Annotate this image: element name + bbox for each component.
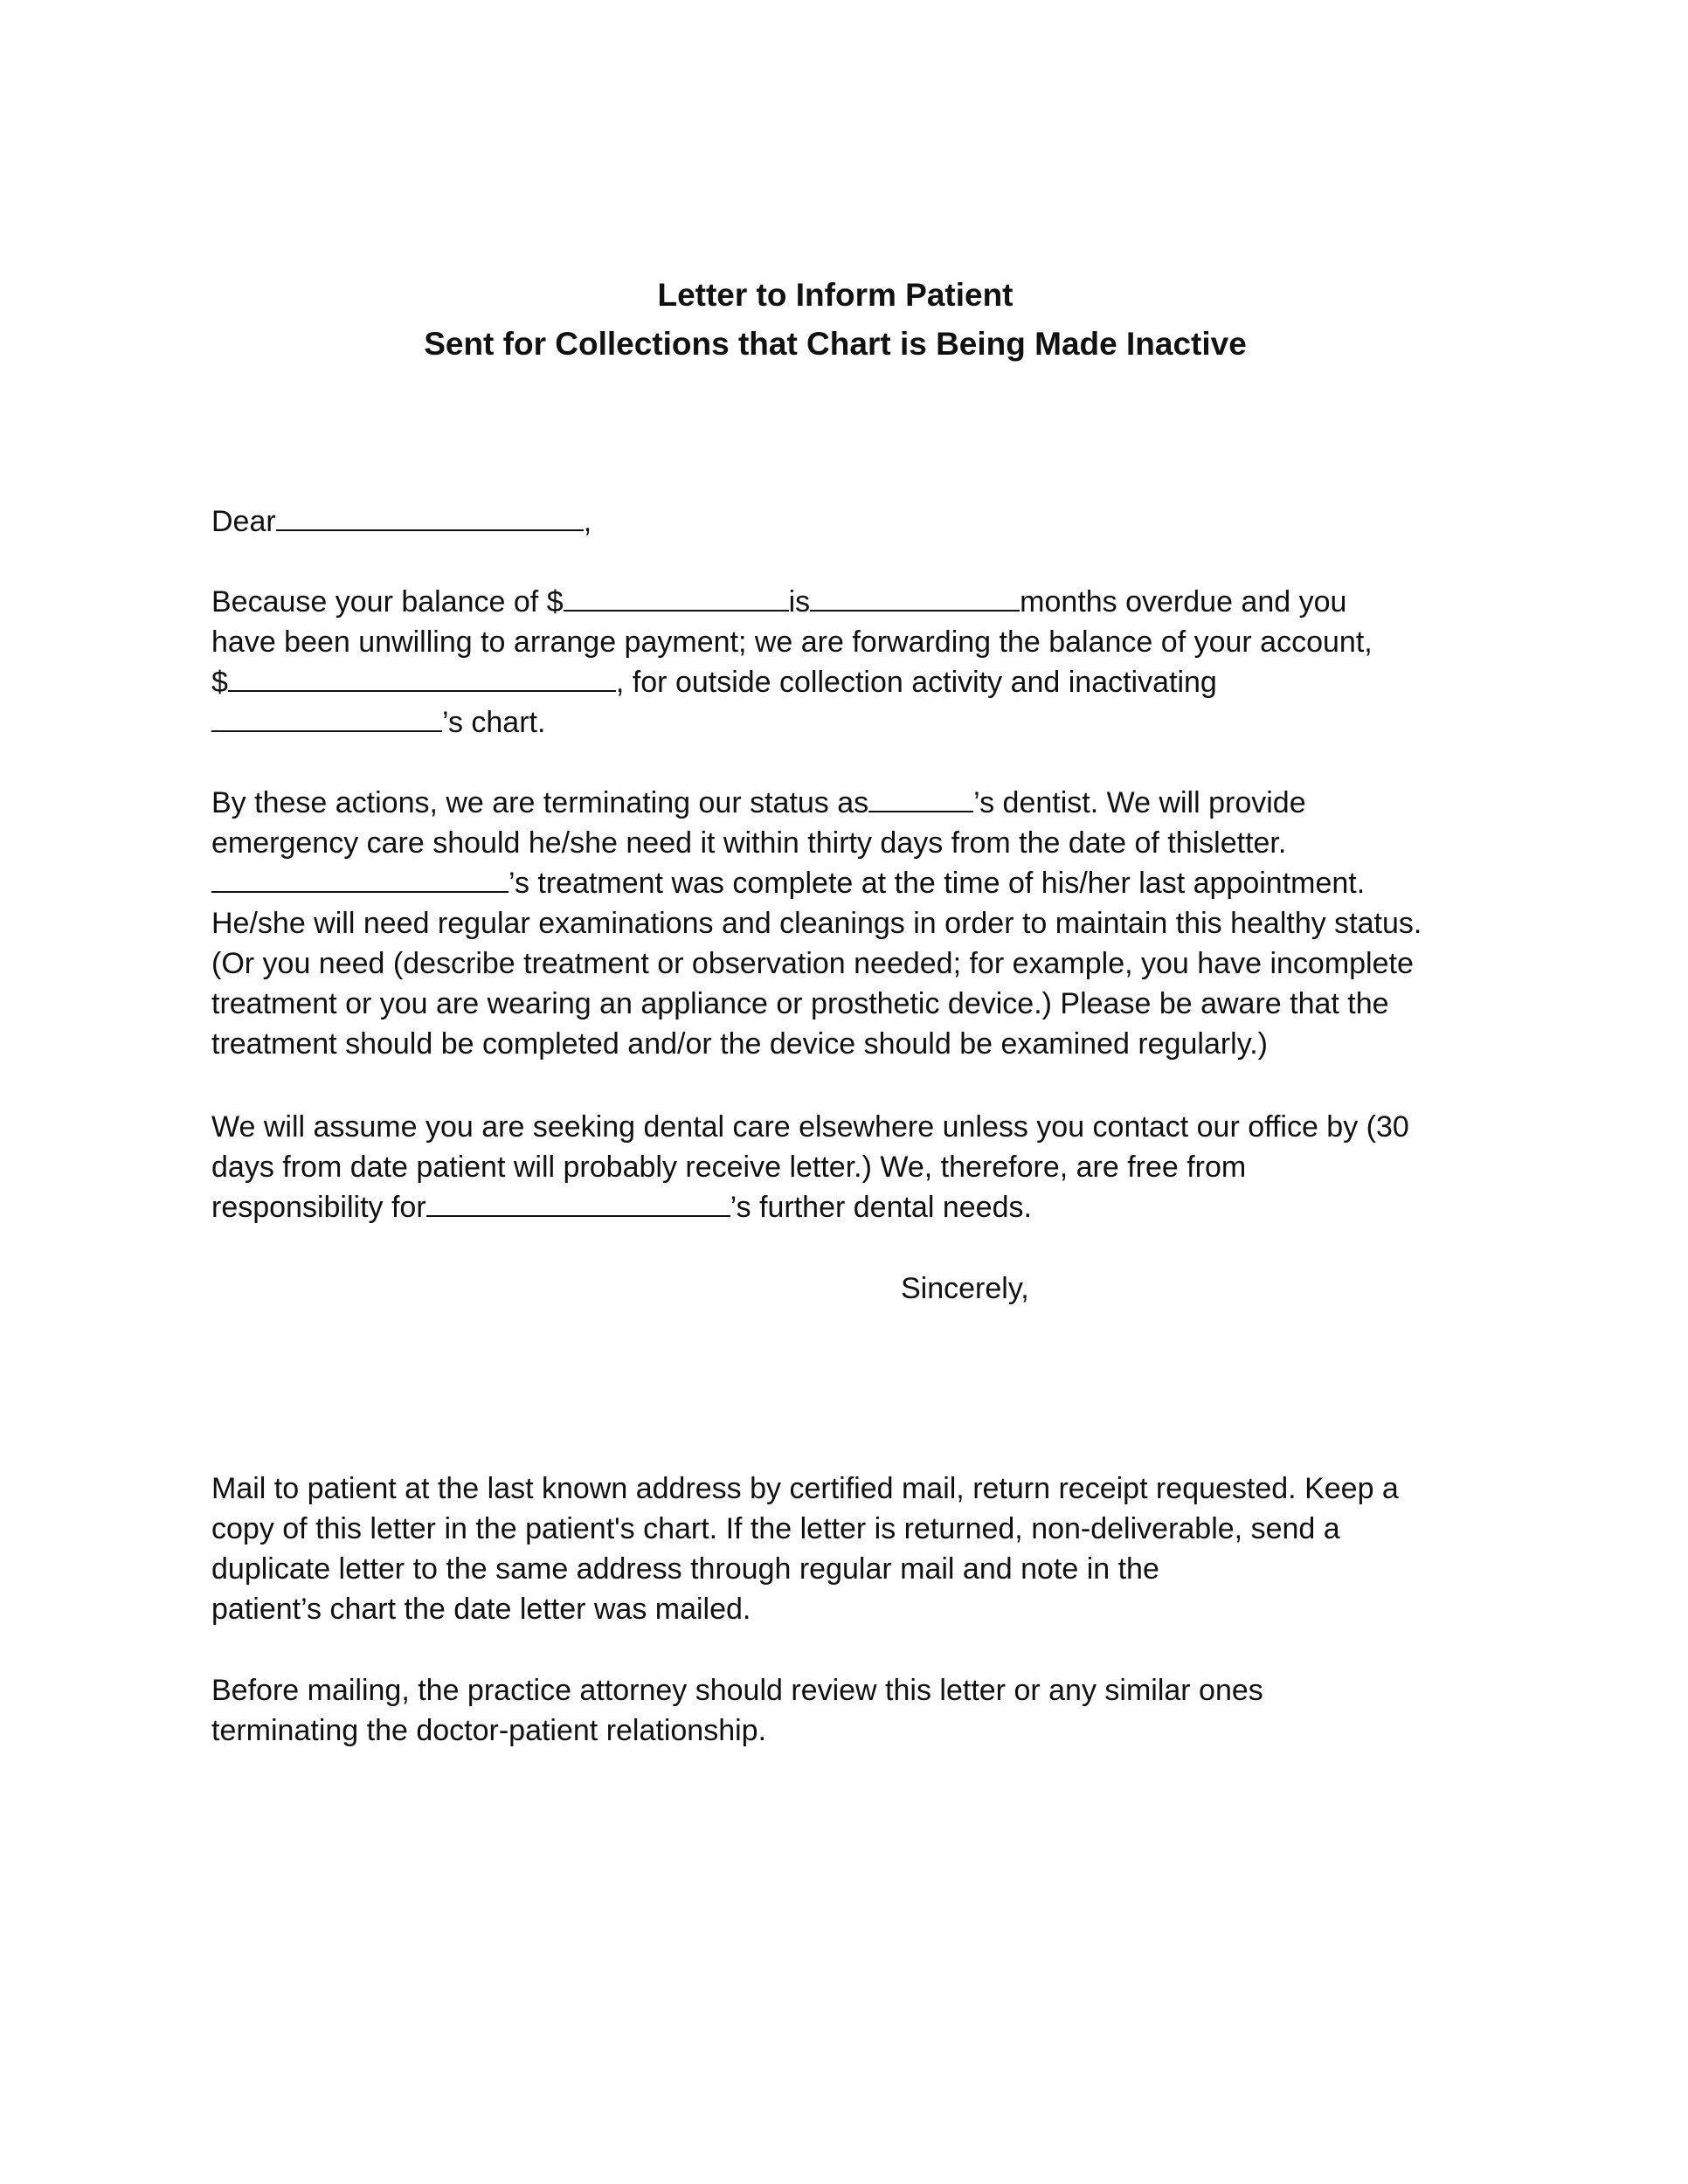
salutation-prefix: Dear	[211, 505, 276, 538]
paragraph-termination	[211, 783, 1487, 1064]
text-fragment: is	[788, 585, 811, 619]
paragraph-line: Before mailing, the practice attorney should review this letter or any similar ones	[211, 1674, 1263, 1707]
paragraph-line	[211, 702, 1487, 743]
text-fragment: ’s dentist. We will provide	[973, 786, 1306, 819]
text-fragment: ’s further dental needs.	[730, 1191, 1032, 1224]
patient-needs-blank	[426, 1189, 730, 1217]
salutation-line	[211, 501, 1487, 542]
mailing-instructions	[211, 1469, 1487, 1629]
text-fragment: , for outside collection activity and inactivating	[615, 666, 1217, 699]
attorney-review-note	[211, 1670, 1487, 1751]
salutation-comma: ,	[583, 505, 592, 538]
letter-subtitle: Sent for Collections that Chart is Being Made Inactive	[424, 326, 1247, 362]
patient-treatment-blank	[211, 865, 508, 893]
paragraph-line: emergency care should he/she need it within thirty days from the date of thisletter.	[211, 826, 1287, 860]
paragraph-line: We will assume you are seeking dental care elsewhere unless you contact our office by (30	[211, 1110, 1409, 1144]
paragraph-line	[211, 582, 1487, 622]
text-fragment: $	[211, 666, 228, 699]
paragraph-line: (Or you need (describe treatment or observation needed; for example, you have incomplete	[211, 947, 1414, 980]
text-fragment: By these actions, we are terminating our status as	[211, 786, 869, 819]
salutation	[211, 501, 1487, 542]
months-overdue-blank	[810, 584, 1020, 612]
paragraph-balance	[211, 582, 1487, 743]
text-fragment: responsibility for	[211, 1191, 426, 1224]
paragraph-line: copy of this letter in the patient's chart. If the letter is returned, non-deliverable, send a	[211, 1512, 1340, 1545]
paragraph-line: duplicate letter to the same address through regular mail and note in the	[211, 1552, 1159, 1586]
paragraph-line	[211, 1187, 1487, 1227]
text-fragment: months overdue and you	[1020, 585, 1347, 619]
paragraph-line: treatment or you are wearing an appliance or prosthetic device.) Please be aware that the	[211, 987, 1389, 1020]
account-balance-blank	[228, 664, 616, 692]
closing-sincerely: Sincerely,	[901, 1272, 1029, 1305]
patient-name-blank	[276, 503, 584, 531]
text-fragment: ’s treatment was complete at the time of his/her last appointment.	[508, 867, 1366, 900]
text-fragment: ’s chart.	[442, 706, 546, 739]
paragraph-line: patient’s chart the date letter was mailed.	[211, 1593, 751, 1626]
paragraph-line: days from date patient will probably receive letter.) We, therefore, are free from	[211, 1151, 1247, 1184]
paragraph-line: have been unwilling to arrange payment; we are forwarding the balance of your account,	[211, 625, 1373, 659]
paragraph-line: treatment should be completed and/or the device should be examined regularly.)	[211, 1027, 1268, 1061]
paragraph-line	[211, 662, 1487, 702]
patient-dentist-blank	[868, 784, 973, 812]
paragraph-responsibility	[211, 1107, 1487, 1227]
paragraph-line: terminating the doctor-patient relationship.	[211, 1714, 767, 1747]
patient-chart-name-blank	[211, 704, 442, 732]
letter-title: Letter to Inform Patient	[657, 277, 1013, 313]
balance-amount-blank	[564, 584, 789, 612]
paragraph-line: He/she will need regular examinations and cleanings in order to maintain this healthy status.	[211, 907, 1422, 940]
paragraph-line	[211, 783, 1487, 823]
paragraph-line	[211, 863, 1487, 903]
text-fragment: Because your balance of $	[211, 585, 564, 619]
paragraph-line: Mail to patient at the last known address by certified mail, return receipt requested. Keep a	[211, 1472, 1399, 1505]
